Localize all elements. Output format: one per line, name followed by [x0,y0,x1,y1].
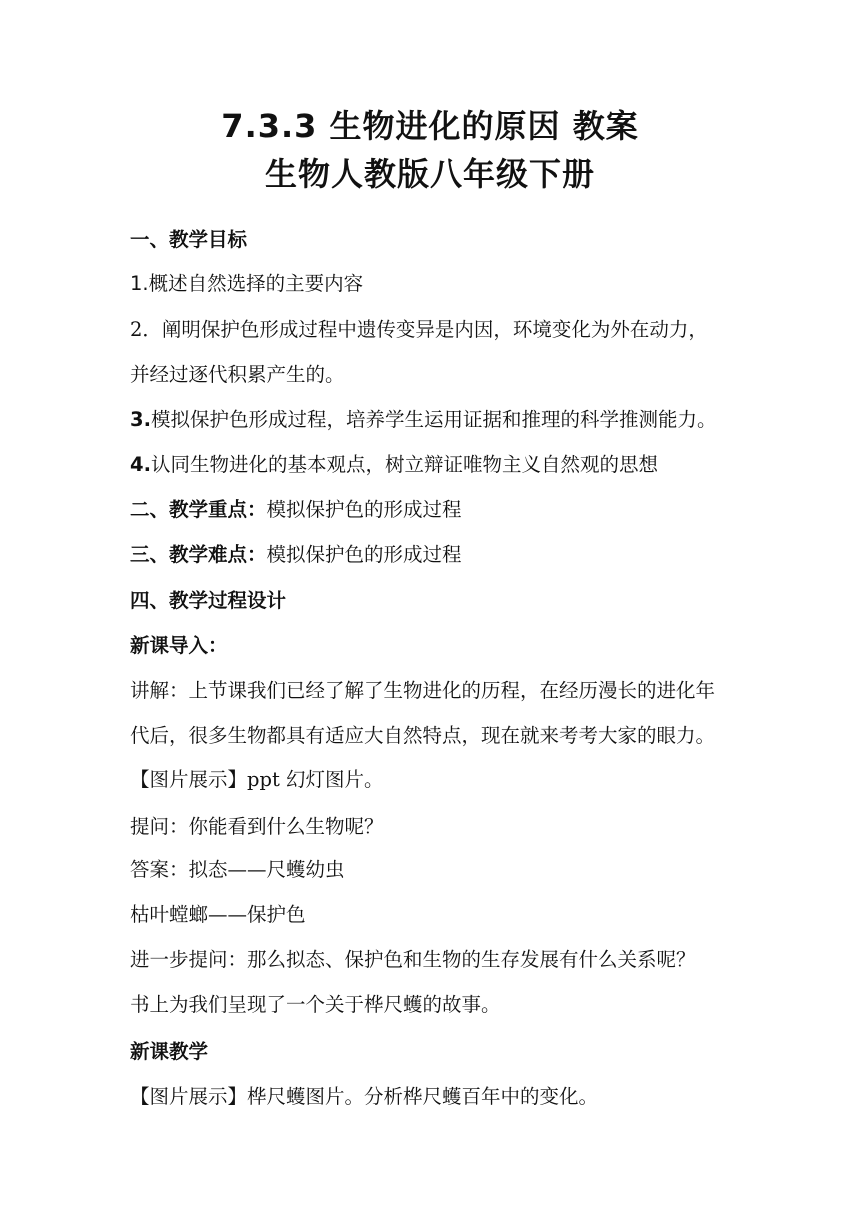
section-label: 二、教学重点： [130,498,267,521]
objective-item-2-line-2: 并经过逐代积累产生的。 [130,363,345,386]
section-text: 模拟保护色的形成过程 [266,543,462,566]
paragraph-line: 【图片展示】ppt 幻灯图片。 [130,768,384,791]
objective-number: 1. [130,272,149,295]
paragraph-line: 代后，很多生物都具有适应大自然特点，现在就来考考大家的眼力。 [130,724,716,747]
objective-item-1 [130,270,363,298]
document-title-line-2: 生物人教版八年级下册 [264,155,595,193]
objective-item-3 [130,406,717,434]
objective-text: 概述自然选择的主要内容 [148,272,364,295]
paragraph-line: 讲解：上节课我们已经了解了生物进化的历程，在经历漫长的进化年 [130,679,716,702]
section-key-point [130,496,462,524]
section-heading-process: 四、教学过程设计 [130,589,287,612]
paragraph-line: 提问：你能看到什么生物呢？ [130,815,384,838]
paragraph-line: 书上为我们呈现了一个关于桦尺蠖的故事。 [130,993,501,1016]
section-label: 三、教学难点： [130,543,267,566]
subheading-intro: 新课导入： [130,634,228,657]
objective-number: 3. [130,408,151,431]
paragraph-line: 答案：拟态——尺蠖幼虫 [130,858,345,881]
objective-number: 4. [130,453,151,476]
section-difficulty [130,541,462,569]
section-heading-objectives: 一、教学目标 [130,228,248,251]
objective-text: 模拟保护色形成过程，培养学生运用证据和推理的科学推测能力。 [150,408,717,431]
document-title-line-1: 7.3.3 生物进化的原因 教案 [221,107,639,145]
section-text: 模拟保护色的形成过程 [266,498,462,521]
objective-item-4 [130,451,658,479]
paragraph-line: 进一步提问：那么拟态、保护色和生物的生存发展有什么关系呢？ [130,948,696,971]
paragraph-line: 【图片展示】桦尺蠖图片。分析桦尺蠖百年中的变化。 [130,1085,599,1108]
subheading-teaching: 新课教学 [130,1040,209,1063]
paragraph-line: 枯叶螳螂——保护色 [130,903,306,926]
objective-text: 认同生物进化的基本观点，树立辩证唯物主义自然观的思想 [150,453,658,476]
objective-item-2-line-1: 2．阐明保护色形成过程中遗传变异是内因，环境变化为外在动力， [130,318,708,341]
